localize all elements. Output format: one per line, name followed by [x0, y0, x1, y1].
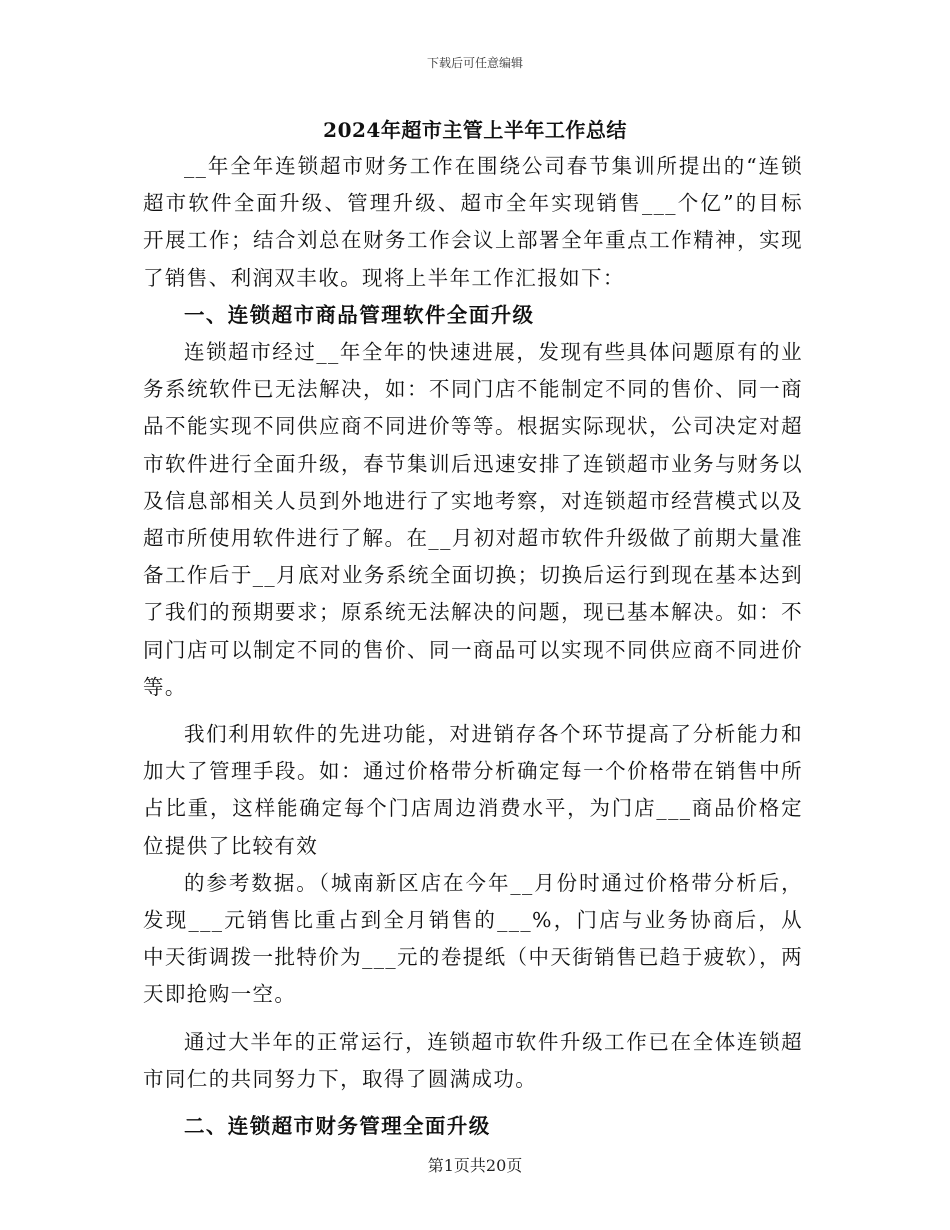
document-body: [143, 148, 803, 1145]
body-paragraph: 的参考数据。（城南新区店在今年__月份时通过价格带分析后，发现___元销售比重占到全月销售的___%，门店与业务协商后，从中天街调拨一批特价为___元的卷提纸（中天街销售已趋于疲软），两天即抢购一空。: [143, 870, 803, 1007]
page-footer: 第1页共20页: [427, 1156, 523, 1175]
header-note: 下载后可任意编辑: [426, 56, 523, 70]
body-paragraph: 连锁超市经过__年全年的快速进展，发现有些具体问题原有的业务系统软件已无法解决，如：不同门店不能制定不同的售价、同一商品不能实现不同供应商不同进价等等。根据实际现状，公司决定对超市软件进行全面升级，春节集训后迅速安排了连锁超市业务与财务以及信息部相关人员到外地进行了实地考察，对连锁超市经营模式以及超市所使用软件进行了解。在__月初对超市软件升级做了前期大量准备工作后于__月底对业务系统全面切换；切换后运行到现在基本达到了我们的预期要求；原系统无法解决的问题，现已基本解决。如：不同门店可以制定不同的售价、同一商品可以实现不同供应商不同进价等。: [143, 340, 803, 699]
section-heading-1: 一、连锁超市商品管理软件全面升级: [184, 302, 535, 327]
intro-paragraph: __年全年连锁超市财务工作在围绕公司春节集训所提出的“连锁超市软件全面升级、管理升级、超市全年实现销售___个亿”的目标开展工作；结合刘总在财务工作会议上部署全年重点工作精神，实现了销售、利润双丰收。现将上半年工作汇报如下：: [143, 154, 803, 290]
body-paragraph: 通过大半年的正常运行，连锁超市软件升级工作已在全体连锁超市同仁的共同努力下，取得了圆满成功。: [143, 1029, 803, 1091]
document-title: 2024年超市主管上半年工作总结: [323, 118, 627, 142]
body-paragraph: 我们利用软件的先进功能，对进销存各个环节提高了分析能力和加大了管理手段。如：通过价格带分析确定每一个价格带在销售中所占比重，这样能确定每个门店周边消费水平，为门店___商品价格定位提供了比较有效: [143, 722, 803, 858]
section-heading-2: 二、连锁超市财务管理全面升级: [184, 1114, 491, 1139]
